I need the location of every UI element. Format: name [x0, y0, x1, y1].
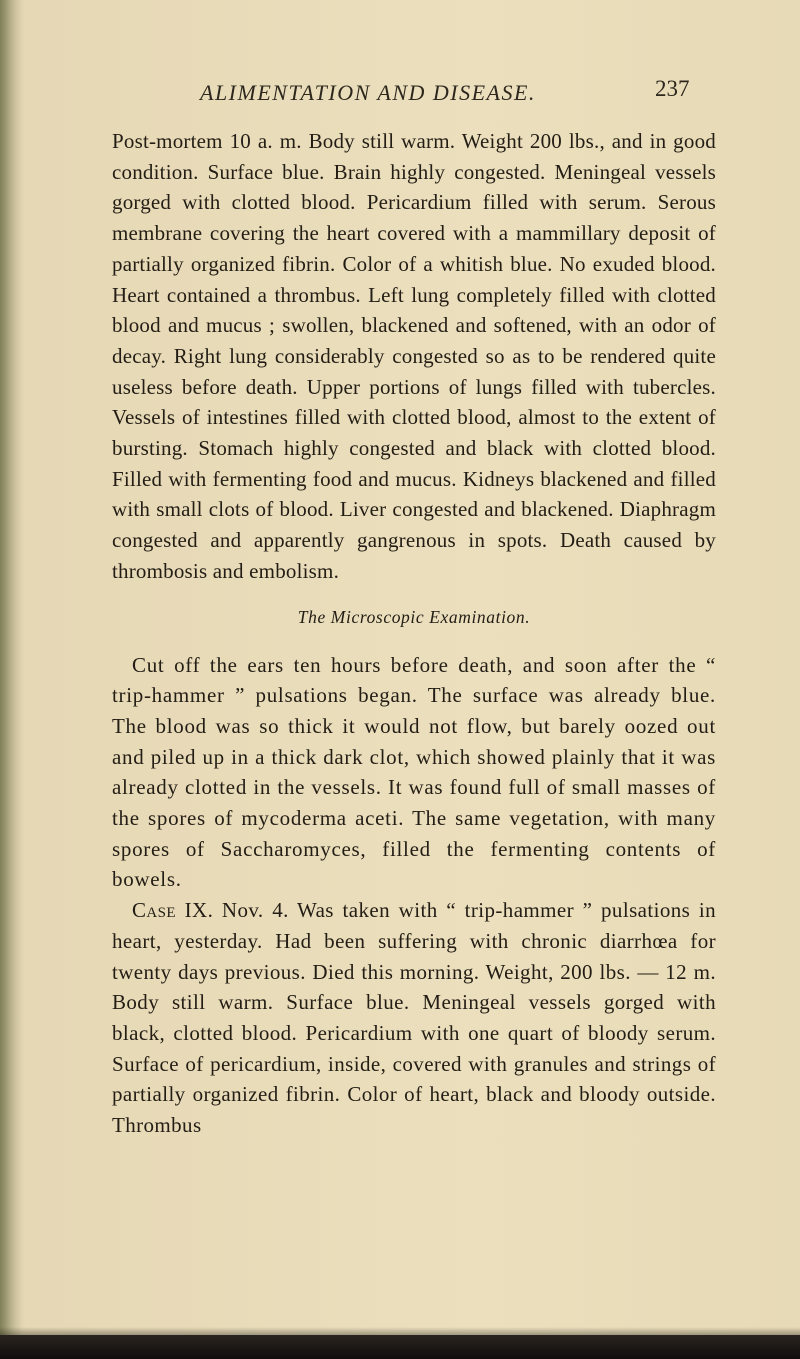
- paragraph-microscopic: Cut off the ears ten hours before death, and soon after the “ trip-hammer ” pulsations began. The surface was already blue. The blood was so thick it would not flow, but barely oozed out and piled up in a thick dark clot, which showed plainly that it was already clotted in the vessels. It was found full of small masses of the spores of mycoderma aceti. The same vegetation, with many spores of Saccharomyces, filled the fermenting contents of bowels.: [112, 652, 716, 892]
- section-heading: The Microscopic Examination.: [297, 606, 531, 627]
- scan-shadow: [0, 1327, 800, 1335]
- paragraph-post-mortem: Post-mortem 10 a. m. Body still warm. Weight 200 lbs., and in good condition. Surface blue. Brain highly congested. Meningeal vessels gorged with clotted blood. Pericardium filled with serum. Serous membrane covering the heart covered with a mammillary deposit of partially organized fibrin. Color of a whitish blue. No exuded blood. Heart contained a thrombus. Left lung completely filled with clotted blood and mucus ; swollen, blackened and softened, with an odor of decay. Right lung considerably congested so as to be rendered quite useless before death. Upper portions of lungs filled with tubercles. Vessels of intestines filled with clotted blood, almost to the extent of bursting. Stomach highly congested and black with clotted blood. Filled with fermenting food and mucus. Kidneys blackened and filled with small clots of blood. Liver congested and blackened. Diaphragm congested and apparently gangrenous in spots. Death caused by thrombosis and embolism.: [112, 129, 716, 583]
- case-label: Case IX.: [132, 898, 214, 923]
- binding-gutter-shadow: [0, 0, 22, 1359]
- body-text: [112, 126, 716, 1141]
- case-ix-text: Nov. 4. Was taken with “ trip-hammer ” pulsations in heart, yesterday. Had been suffering with chronic diarrhœa for twenty days previous. Died this morning. Weight, 200 lbs. — 12 m. Body still warm. Surface blue. Meningeal vessels gorged with black, clotted blood. Pericardium with one quart of bloody serum. Surface of pericardium, inside, covered with granules and strings of partially organized fibrin. Color of heart, black and bloody outside. Thrombus: [112, 898, 716, 1138]
- page-number: 237: [655, 76, 690, 101]
- scan-bottom-edge: [0, 1335, 800, 1359]
- running-head: ALIMENTATION AND DISEASE.: [200, 80, 536, 105]
- paragraph-case-ix: [112, 895, 716, 1141]
